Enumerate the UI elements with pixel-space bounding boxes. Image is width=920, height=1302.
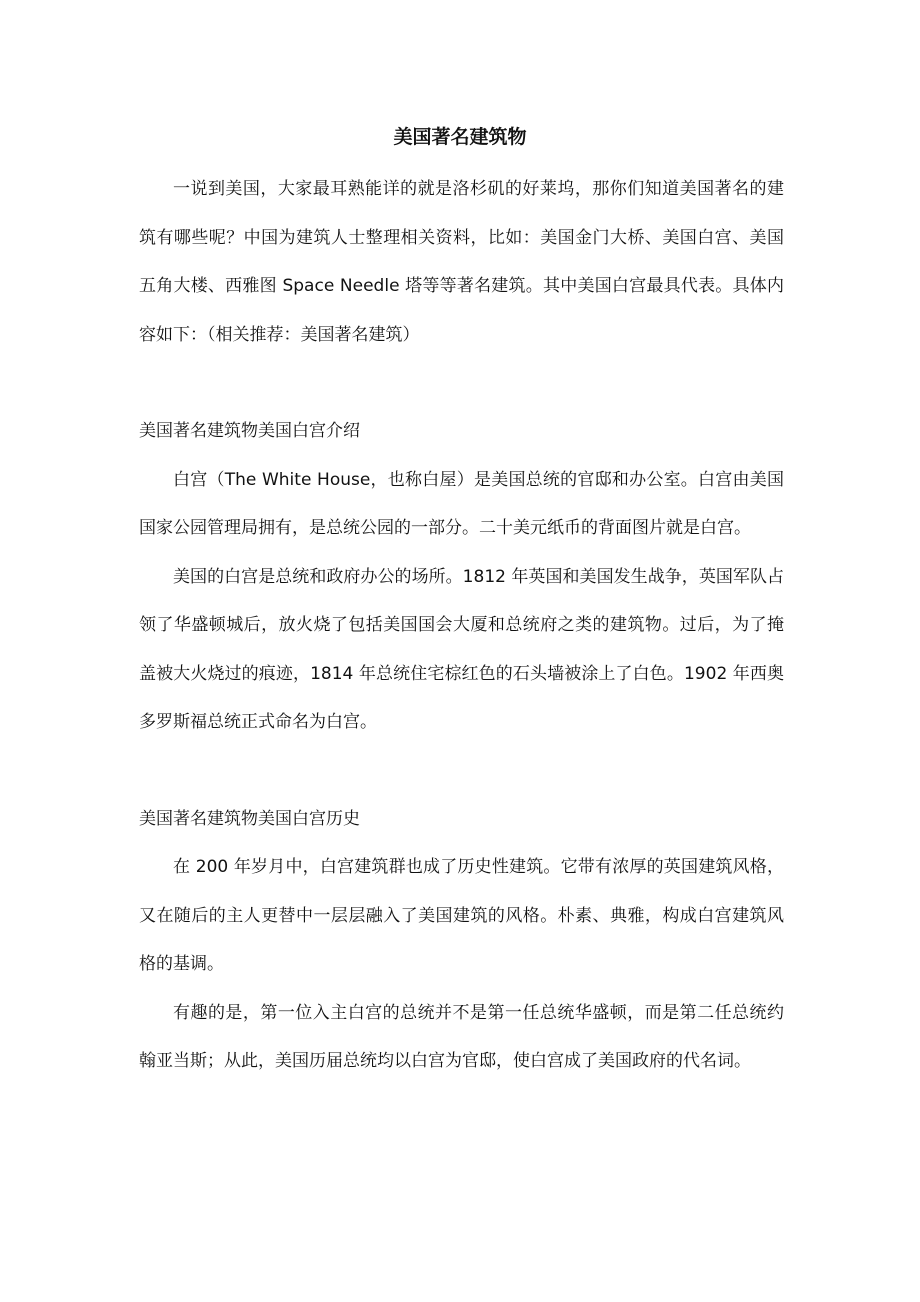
section-white-house-history [139,795,784,1086]
section-spacer [139,747,784,795]
intro-paragraph: 一说到美国，大家最耳熟能详的就是洛杉矶的好莱坞，那你们知道美国著名的建筑有哪些呢？中国为建筑人士整理相关资料，比如：美国金门大桥、美国白宫、美国五角大楼、西雅图 Space Needle 塔等等著名建筑。其中美国白宫最具代表。具体内容如下：（相关推荐：美国著名建筑） [139,179,784,345]
section-spacer [139,359,784,407]
section-paragraph: 白宫（The White House，也称白屋）是美国总统的官邸和办公室。白宫由美国国家公园管理局拥有，是总统公园的一部分。二十美元纸币的背面图片就是白宫。 [139,469,784,538]
document-body [139,165,784,1086]
section-paragraph: 美国的白宫是总统和政府办公的场所。1812 年英国和美国发生战争，英国军队占领了华盛顿城后，放火烧了包括美国国会大厦和总统府之类的建筑物。过后，为了掩盖被大火烧过的痕迹，1814 年总统住宅棕红色的石头墙被涂上了白色。1902 年西奥多罗斯福总统正式命名为白宫。 [139,566,784,732]
section-heading: 美国著名建筑物美国白宫历史 [139,808,360,829]
section-heading: 美国著名建筑物美国白宫介绍 [139,421,360,441]
section-paragraph: 有趣的是，第一位入主白宫的总统并不是第一任总统华盛顿，而是第二任总统约翰亚当斯；从此，美国历届总统均以白宫为官邸，使白宫成了美国政府的代名词。 [139,1002,784,1071]
section-paragraph: 在 200 年岁月中，白宫建筑群也成了历史性建筑。它带有浓厚的英国建筑风格，又在随后的主人更替中一层层融入了美国建筑的风格。朴素、典雅，构成白宫建筑风格的基调。 [139,857,784,974]
page-title: 美国著名建筑物 [393,126,527,148]
section-white-house-intro [139,407,784,747]
